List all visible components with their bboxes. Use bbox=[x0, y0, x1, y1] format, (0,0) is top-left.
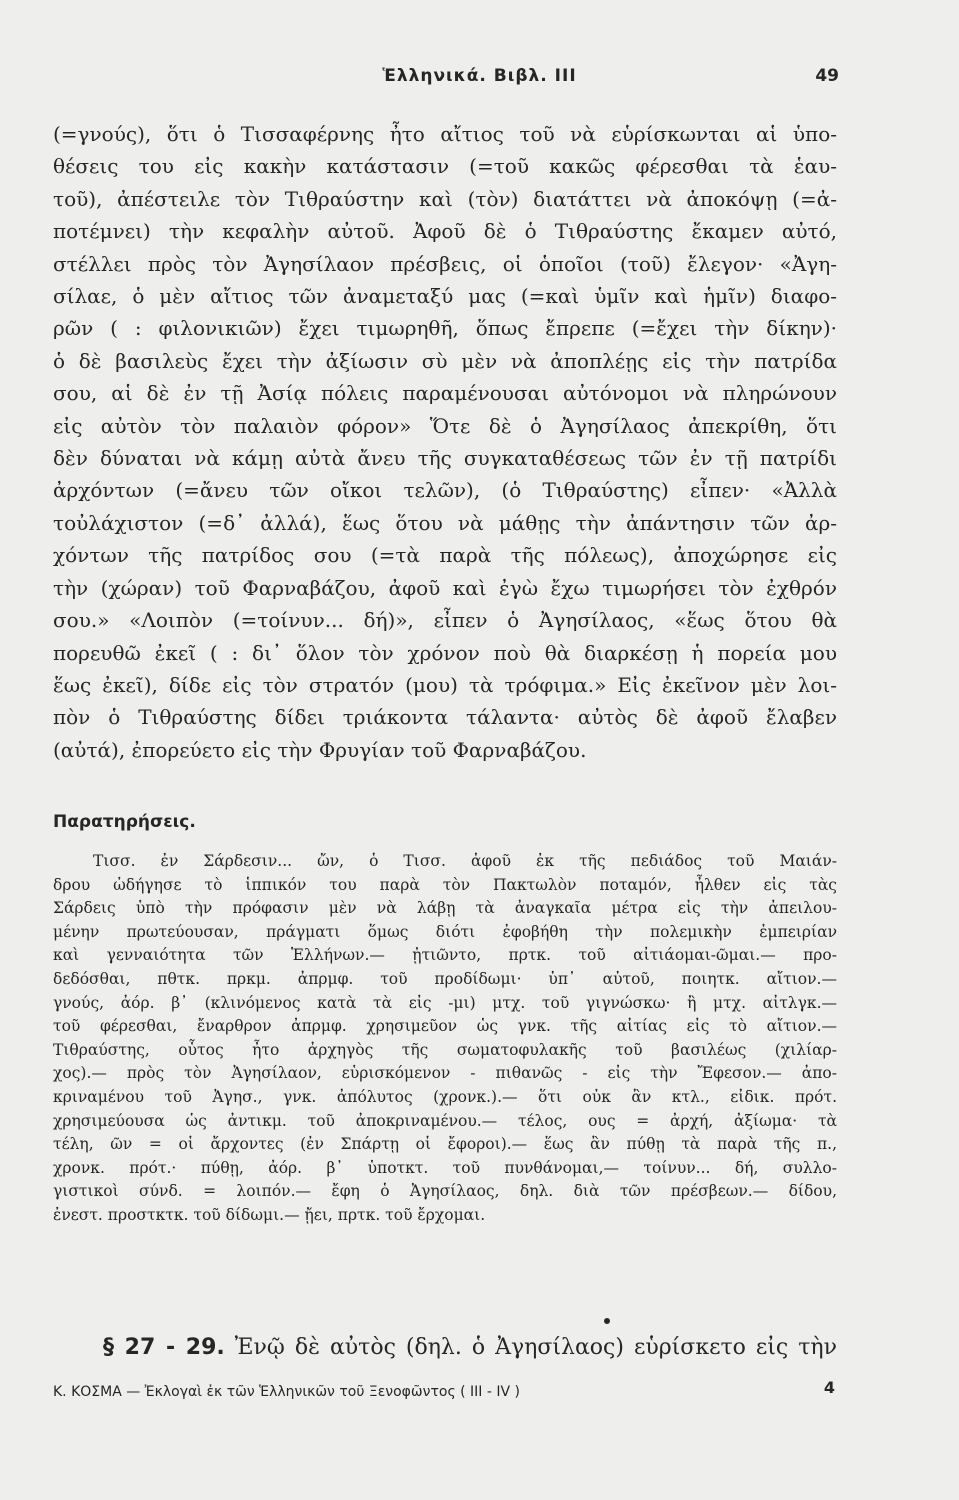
signature-mark: 4 bbox=[823, 1378, 835, 1397]
note-line: γνούς, ἀόρ. β᾽ (κλινόμενος κατὰ τὰ εἰς -μι) μτχ. τοῦ γιγνώσκω· ἢ μτχ. αἰτλγκ.— bbox=[53, 993, 837, 1012]
text-line: (=γνούς), ὅτι ὁ Τισσαφέρνης ἦτο αἴτιος τοῦ νὰ εὑρίσκωνται αἱ ὑπο- bbox=[53, 122, 837, 146]
text-line: πορευθῶ ἐκεῖ ( : δι᾽ ὅλον τὸν χρόνον ποὺ θὰ διαρκέσῃ ἡ πορεία μου bbox=[53, 640, 837, 665]
note-line: ἐνεστ. προστκτκ. τοῦ δίδωμι.— ᾔει, πρτκ. τοῦ ἔρχομαι. bbox=[53, 1205, 486, 1224]
text-line: τὴν (χώραν) τοῦ Φαρναβάζου, ἀφοῦ καὶ ἐγὼ ἔχω τιμωρήσει τὸν ἐχθρόν bbox=[53, 575, 837, 600]
note-line: κριναμένου τοῦ Ἀγησ., γνκ. ἀπόλυτος (χρονκ.).— ὅτι οὐκ ἂν κτλ., εἰδικ. πρότ. bbox=[53, 1087, 837, 1106]
page-number: 49 bbox=[815, 66, 839, 86]
note-line: τοῦ φέρεσθαι, ἔναρθρον ἀπρμφ. χρησιμεῦον ὡς γνκ. τῆς αἰτίας εἰς τὸ αἴτιον.— bbox=[53, 1017, 837, 1036]
text-line: σου, αἱ δὲ ἐν τῇ Ἀσίᾳ πόλεις παραμένουσαι αὐτόνομοι νὰ πληρώνουν bbox=[53, 381, 837, 406]
text-line: στέλλει πρὸς τὸν Ἀγησίλαον πρέσβεις, οἱ ὁποῖοι (τοῦ) ἔλεγον· «Ἀγη- bbox=[53, 251, 837, 276]
text-line: θέσεις του εἰς κακὴν κατάστασιν (=τοῦ κακῶς φέρεσθαι τὰ ἑαυ- bbox=[53, 154, 837, 179]
bullet-mark bbox=[604, 1318, 610, 1324]
note-line: γιστικοὶ σύνδ. = λοιπόν.— ἔφη ὁ Ἀγησίλαος, δηλ. διὰ τῶν πρέσβεων.— δίδου, bbox=[53, 1182, 837, 1201]
text-line: ρῶν ( : φιλονικιῶν) ἔχει τιμωρηθῆ, ὅπως ἔπρεπε (=ἔχει τὴν δίκην)· bbox=[53, 316, 837, 341]
text-line: πὸν ὁ Τιθραύστης δίδει τριάκοντα τάλαντα· αὐτὸς δὲ ἀφοῦ ἔλαβεν bbox=[53, 705, 837, 730]
text-line: ἕως ἐκεῖ), δίδε εἰς τὸν στρατόν (μου) τὰ τρόφιμα.» Εἰς ἐκεῖνον μὲν λοι- bbox=[53, 672, 837, 697]
note-line: μένην πρωτεύουσαν, πράγματι ὅμως διότι ἐφοβήθη τὴν πολεμικὴν ἐμπειρίαν bbox=[53, 922, 837, 941]
note-line: Σάρδεις ὑπὸ τὴν πρόφασιν μὲν νὰ λάβῃ τὰ ἀναγκαῖα μέτρα εἰς τὴν ἀπειλου- bbox=[53, 899, 837, 918]
text-line: σίλαε, ὁ μὲν αἴτιος τῶν ἀναμεταξύ μας (=καὶ ὑμῖν καὶ ἡμῖν) διαφο- bbox=[53, 284, 837, 309]
text-line: τοὐλάχιστον (=δ᾽ ἀλλά), ἕως ὅτου νὰ μάθῃς τὴν ἀπάντησιν τῶν ἀρ- bbox=[53, 510, 837, 535]
note-line: καὶ γενναιότητα τῶν Ἑλλήνων.— ᾐτιῶντο, πρτκ. τοῦ αἰτιάομαι-ῶμαι.— προ- bbox=[53, 946, 837, 965]
section-number: § 27 - 29. bbox=[103, 1335, 225, 1360]
text-line: ποτέμνει) τὴν κεφαλὴν αὐτοῦ. Ἀφοῦ δὲ ὁ Τιθραύστης ἔκαμεν αὐτό, bbox=[53, 219, 837, 244]
footer-line: Κ. ΚΟΣΜΑ — Ἐκλογαὶ ἐκ τῶν Ἑλληνικῶν τοῦ Ξενοφῶντος ( III - IV ) bbox=[53, 1384, 520, 1400]
note-line: Τισσ. ἐν Σάρδεσιν... ὤν, ὁ Τισσ. ἀφοῦ ἐκ τῆς πεδιάδος τοῦ Μαιάν- bbox=[93, 852, 837, 870]
note-line: χρησιμεύουσα ὡς ἀντικμ. τοῦ ἀποκριναμένου.— τέλος, ους = ἀρχή, ἀξίωμα· τὰ bbox=[53, 1111, 837, 1130]
note-line: τέλη, ῶν = οἱ ἄρχοντες (ἐν Σπάρτῃ οἱ ἔφοροι).— ἕως ἂν πύθῃ τὰ παρὰ τῆς π., bbox=[53, 1135, 837, 1154]
text-line: ἀρχόντων (=ἄνευ τῶν οἴκοι τελῶν), (ὁ Τιθραύστης) εἶπεν· «Ἀλλὰ bbox=[53, 478, 837, 503]
main-text bbox=[53, 118, 837, 766]
text-line: χόντων τῆς πατρίδος σου (=τὰ παρὰ τῆς πόλεως), ἀποχώρησε εἰς bbox=[53, 543, 837, 568]
text-line: ὁ δὲ βασιλεὺς ἔχει τὴν ἀξίωσιν σὺ μὲν νὰ ἀποπλέῃς εἰς τὴν πατρίδα bbox=[53, 348, 837, 373]
notes-heading: Παρατηρήσεις. bbox=[53, 812, 196, 832]
note-line: δεδόσθαι, πθτκ. πρκμ. ἀπρμφ. τοῦ προδίδωμι· ὑπ᾽ αὐτοῦ, ποιητκ. αἴτιον.— bbox=[53, 969, 837, 988]
note-line: Τιθραύστης, οὗτος ἦτο ἀρχηγὸς τῆς σωματοφυλακῆς τοῦ βασιλέως (χιλίαρ- bbox=[53, 1040, 837, 1059]
text-line: δὲν δύναται νὰ κάμῃ αὐτὰ ἄνευ τῆς συγκαταθέσεως τῶν ἐν τῇ πατρίδι bbox=[53, 446, 837, 471]
text-line: εἰς αὐτὸν τὸν παλαιὸν φόρον» Ὅτε δὲ ὁ Ἀγησίλαος ἀπεκρίθη, ὅτι bbox=[53, 413, 837, 438]
note-line: χος).— πρὸς τὸν Ἀγησίλαον, εὑρισκόμενον - πιθανῶς - εἰς τὴν Ἔφεσον.— ἀπο- bbox=[53, 1064, 837, 1083]
note-line: δρου ὡδήγησε τὸ ἱππικόν του παρὰ τὸν Πακτωλὸν ποταμόν, ἦλθεν εἰς τὰς bbox=[53, 875, 837, 894]
notes-text bbox=[53, 850, 837, 1228]
text-line: (αὐτά), ἐπορεύετο εἰς τὴν Φρυγίαν τοῦ Φαρναβάζου. bbox=[53, 737, 587, 762]
section-text: Ἐνῷ δὲ αὐτὸς (δηλ. ὁ Ἀγησίλαος) εὑρίσκετο εἰς τὴν bbox=[234, 1335, 837, 1360]
text-line: τοῦ), ἀπέστειλε τὸν Τιθραύστην καὶ (τὸν) διατάττει νὰ ἀποκόψῃ (=ἀ- bbox=[53, 186, 837, 211]
text-line: σου.» «Λοιπὸν (=τοίνυν... δή)», εἶπεν ὁ Ἀγησίλαος, «ἕως ὅτου θὰ bbox=[53, 608, 837, 633]
section-start bbox=[103, 1335, 837, 1360]
note-line: χρονκ. πρότ.· πύθῃ, ἀόρ. β᾽ ὑποτκτ. τοῦ πυνθάνομαι,— τοίνυν... δή, συλλο- bbox=[53, 1158, 837, 1177]
running-title: Ἑλληνικά. Βιβλ. III bbox=[382, 66, 577, 86]
